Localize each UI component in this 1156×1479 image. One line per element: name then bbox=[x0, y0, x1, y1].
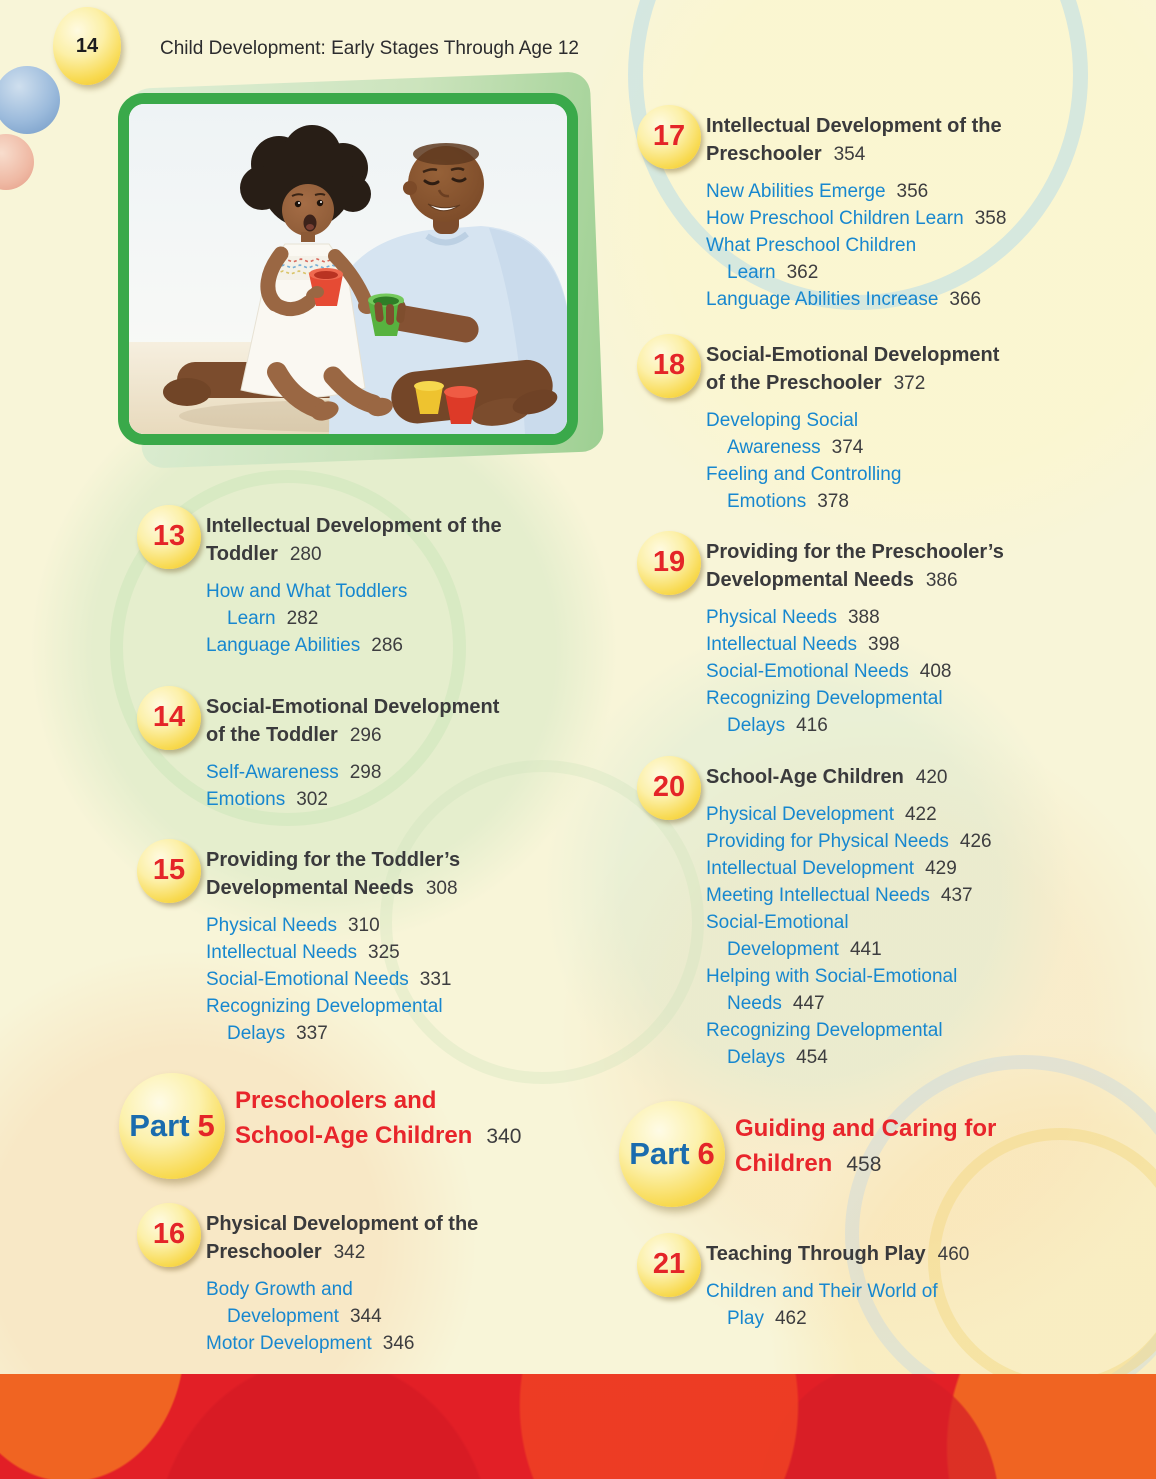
toc-section-line bbox=[706, 855, 992, 882]
chapter-title-text: Developmental Needs bbox=[206, 877, 414, 899]
chapter-page-number: 280 bbox=[289, 544, 322, 565]
toc-section-line bbox=[206, 605, 502, 632]
chapter-number: 17 bbox=[652, 119, 686, 152]
chapter-number: 21 bbox=[652, 1247, 686, 1280]
chapter-title-text: Intellectual Development of the bbox=[706, 115, 1002, 137]
chapter-number: 13 bbox=[152, 519, 186, 552]
part-number: 5 bbox=[197, 1108, 215, 1143]
toc-section-line bbox=[206, 1330, 478, 1357]
toc-section-entry bbox=[706, 855, 992, 882]
chapter-title bbox=[206, 1210, 478, 1267]
toc-section-line bbox=[706, 205, 1006, 232]
chapter-page-number: 308 bbox=[425, 878, 458, 899]
toc-section-line bbox=[706, 882, 992, 909]
chapter-number: 15 bbox=[152, 853, 186, 886]
chapter-title-text: Providing for the Toddler’s bbox=[206, 849, 461, 871]
chapter-text bbox=[706, 531, 1004, 739]
chapter-21-block bbox=[637, 1233, 1119, 1332]
toc-section-entry bbox=[206, 939, 460, 966]
chapter-14-badge bbox=[137, 686, 201, 750]
toc-section-title: Play bbox=[727, 1308, 764, 1329]
chapter-15-block bbox=[137, 839, 619, 1047]
toc-section-line bbox=[706, 1278, 969, 1305]
chapter-page-number: 386 bbox=[925, 570, 958, 591]
chapter-title-line bbox=[206, 1210, 478, 1238]
part-text bbox=[235, 1073, 521, 1154]
page-number: 14 bbox=[75, 34, 99, 57]
toc-section-line bbox=[206, 632, 502, 659]
chapter-number: 19 bbox=[652, 545, 686, 578]
part-page-number: 340 bbox=[486, 1125, 522, 1148]
toc-section-title: Recognizing Developmental bbox=[706, 688, 943, 709]
chapter-16-badge bbox=[137, 1203, 201, 1267]
toc-section-entry bbox=[206, 578, 502, 632]
section-page-number: 462 bbox=[774, 1308, 807, 1329]
chapter-title-text: Physical Development of the bbox=[206, 1213, 479, 1235]
chapter-text bbox=[706, 756, 992, 1071]
chapter-text bbox=[206, 1203, 478, 1357]
part-number: 6 bbox=[697, 1136, 715, 1171]
toc-section-entry bbox=[206, 759, 499, 786]
section-page-number: 302 bbox=[296, 789, 328, 810]
section-page-number: 362 bbox=[786, 262, 819, 283]
chapter-13-block bbox=[137, 505, 619, 659]
toc-section-line bbox=[206, 912, 460, 939]
chapter-title-text: Preschooler bbox=[206, 1241, 322, 1263]
toc-section-entry bbox=[706, 801, 992, 828]
section-list bbox=[706, 604, 1004, 739]
section-page-number: 346 bbox=[382, 1333, 415, 1354]
section-page-number: 286 bbox=[371, 635, 403, 656]
toc-section-title: New Abilities Emerge bbox=[706, 181, 886, 202]
chapter-18-badge bbox=[637, 334, 701, 398]
section-list bbox=[706, 407, 999, 515]
chapter-number: 20 bbox=[652, 770, 686, 803]
toc-section-line bbox=[706, 909, 992, 936]
part-title-text: Preschoolers and bbox=[235, 1087, 437, 1114]
toc-section-title: Social-Emotional Needs bbox=[706, 661, 909, 682]
toc-section-line bbox=[706, 712, 1004, 739]
part-title-line bbox=[235, 1118, 521, 1154]
decor-sphere-blue bbox=[0, 66, 60, 134]
section-page-number: 337 bbox=[296, 1023, 328, 1044]
toc-section-title: Intellectual Needs bbox=[206, 942, 358, 963]
toc-section-entry bbox=[706, 1017, 992, 1071]
toc-section-title: Developing Social bbox=[706, 410, 859, 431]
section-list bbox=[706, 801, 992, 1071]
chapter-title-text: Teaching Through Play bbox=[706, 1243, 926, 1265]
toc-section-title: How and What Toddlers bbox=[206, 581, 408, 602]
toc-section-line bbox=[706, 990, 992, 1017]
toc-section-line bbox=[706, 1305, 969, 1332]
toc-section-entry bbox=[706, 658, 1004, 685]
section-page-number: 441 bbox=[849, 939, 882, 960]
part-title-text: Children bbox=[735, 1150, 833, 1177]
part-6-badge bbox=[619, 1101, 725, 1207]
toc-section-line bbox=[706, 963, 992, 990]
chapter-title bbox=[206, 693, 499, 750]
toc-section-line bbox=[706, 631, 1004, 658]
toc-section-line bbox=[706, 407, 999, 434]
chapter-text bbox=[706, 334, 999, 515]
section-list bbox=[706, 1278, 969, 1332]
toc-section-title: Motor Development bbox=[206, 1333, 372, 1354]
chapter-20-block bbox=[637, 756, 1119, 1071]
toc-section-entry bbox=[206, 1276, 478, 1330]
toc-section-line bbox=[206, 578, 502, 605]
toc-section-entry bbox=[706, 882, 992, 909]
chapter-15-badge bbox=[137, 839, 201, 903]
toc-section-entry bbox=[706, 909, 992, 963]
section-list bbox=[206, 759, 499, 813]
chapter-text bbox=[206, 839, 460, 1047]
section-page-number: 398 bbox=[868, 634, 900, 655]
chapter-title-text: Developmental Needs bbox=[706, 569, 914, 591]
footer-band bbox=[0, 1374, 1156, 1479]
toc-section-line bbox=[706, 1044, 992, 1071]
toc-section-title: Helping with Social-Emotional bbox=[706, 966, 958, 987]
chapter-page-number: 354 bbox=[833, 144, 866, 165]
chapter-text bbox=[706, 105, 1006, 313]
toc-section-line bbox=[706, 1017, 992, 1044]
chapter-title-line bbox=[706, 538, 1004, 566]
chapter-title-text: Social-Emotional Development bbox=[206, 696, 500, 718]
toc-section-title: Children and Their World of bbox=[706, 1281, 938, 1302]
toc-section-title: Feeling and Controlling bbox=[706, 464, 902, 485]
chapter-title-line bbox=[706, 140, 1006, 169]
toc-section-entry bbox=[706, 205, 1006, 232]
chapter-title-text: School-Age Children bbox=[706, 766, 904, 788]
toc-section-title: Language Abilities bbox=[206, 635, 361, 656]
chapter-title bbox=[206, 846, 460, 903]
toc-section-title: Physical Needs bbox=[206, 915, 337, 936]
chapter-title-line bbox=[706, 112, 1006, 140]
toc-section-entry bbox=[706, 631, 1004, 658]
chapter-14-block bbox=[137, 686, 619, 813]
toc-section-title: Language Abilities Increase bbox=[706, 289, 939, 310]
chapter-title-text: Toddler bbox=[206, 543, 278, 565]
section-page-number: 344 bbox=[349, 1306, 382, 1327]
chapter-title-text: Preschooler bbox=[706, 143, 822, 165]
toc-section-title: Physical Needs bbox=[706, 607, 837, 628]
part-title-line bbox=[735, 1146, 996, 1182]
toc-section-title: Delays bbox=[727, 715, 786, 736]
chapter-21-badge bbox=[637, 1233, 701, 1297]
chapter-title-line bbox=[206, 874, 460, 903]
toc-section-line bbox=[706, 488, 999, 515]
toc-section-entry bbox=[206, 912, 460, 939]
chapter-title bbox=[206, 512, 502, 569]
toc-section-entry bbox=[206, 632, 502, 659]
section-page-number: 447 bbox=[792, 993, 825, 1014]
section-page-number: 416 bbox=[796, 715, 828, 736]
chapter-17-badge bbox=[637, 105, 701, 169]
toc-section-entry bbox=[706, 604, 1004, 631]
toc-section-title: Recognizing Developmental bbox=[206, 996, 443, 1017]
toc-section-line bbox=[706, 828, 992, 855]
part-title-text: School-Age Children bbox=[235, 1122, 473, 1149]
toc-section-entry bbox=[206, 993, 460, 1047]
toc-section-entry bbox=[706, 232, 1006, 286]
chapter-page-number: 460 bbox=[937, 1244, 970, 1265]
running-head-title: Child Development: Early Stages Through Age 12 bbox=[160, 38, 579, 59]
section-page-number: 378 bbox=[817, 491, 849, 512]
toc-section-entry bbox=[206, 786, 499, 813]
chapter-title-line bbox=[706, 369, 999, 398]
part-6-block bbox=[629, 1101, 1119, 1207]
toc-section-title: Social-Emotional bbox=[706, 912, 849, 933]
toc-section-title: Learn bbox=[227, 608, 276, 629]
chapter-title-line bbox=[706, 341, 999, 369]
part-label: Part bbox=[629, 1136, 690, 1171]
toc-section-line bbox=[206, 1020, 460, 1047]
section-page-number: 437 bbox=[940, 885, 973, 906]
toc-section-line bbox=[706, 685, 1004, 712]
toc-section-title: Intellectual Needs bbox=[706, 634, 858, 655]
toc-column-left bbox=[129, 505, 619, 1357]
chapter-title bbox=[706, 341, 999, 398]
chapter-13-badge bbox=[137, 505, 201, 569]
toc-section-entry bbox=[706, 461, 999, 515]
chapter-title-line bbox=[206, 540, 502, 569]
toc-section-line bbox=[706, 434, 999, 461]
chapter-title-line bbox=[206, 512, 502, 540]
section-page-number: 325 bbox=[368, 942, 400, 963]
section-page-number: 356 bbox=[896, 181, 929, 202]
toc-section-title: Learn bbox=[727, 262, 776, 283]
toc-section-entry bbox=[206, 966, 460, 993]
part-title-line bbox=[735, 1111, 996, 1146]
photo-frame bbox=[118, 93, 578, 445]
chapter-19-block bbox=[637, 531, 1119, 739]
chapter-text bbox=[206, 505, 502, 659]
chapter-title-text: Providing for the Preschooler’s bbox=[706, 541, 1004, 563]
part-5-badge bbox=[119, 1073, 225, 1179]
toc-section-line bbox=[206, 966, 460, 993]
section-list bbox=[206, 578, 502, 659]
chapter-title bbox=[706, 763, 992, 792]
chapter-page-number: 296 bbox=[349, 725, 382, 746]
toc-section-line bbox=[706, 936, 992, 963]
section-page-number: 331 bbox=[419, 969, 452, 990]
chapter-20-badge bbox=[637, 756, 701, 820]
chapter-page-number: 342 bbox=[333, 1242, 366, 1263]
toc-section-entry bbox=[706, 1278, 969, 1332]
toc-section-line bbox=[206, 1303, 478, 1330]
toc-section-line bbox=[706, 461, 999, 488]
part-5-block bbox=[129, 1073, 619, 1179]
chapter-number: 18 bbox=[652, 348, 686, 381]
toc-section-title: Meeting Intellectual Needs bbox=[706, 885, 930, 906]
toc-section-title: Awareness bbox=[727, 437, 821, 458]
chapter-18-block bbox=[637, 334, 1119, 515]
section-page-number: 422 bbox=[904, 804, 937, 825]
toc-section-title: Development bbox=[727, 939, 839, 960]
section-page-number: 454 bbox=[796, 1047, 828, 1068]
toc-section-title: Emotions bbox=[727, 491, 807, 512]
toc-section-entry bbox=[706, 286, 1006, 313]
chapter-text bbox=[706, 1233, 969, 1332]
part-label: Part bbox=[129, 1108, 190, 1143]
section-page-number: 282 bbox=[286, 608, 319, 629]
toc-section-title: Intellectual Development bbox=[706, 858, 915, 879]
toc-section-title: Delays bbox=[227, 1023, 286, 1044]
photo-illustration bbox=[129, 104, 567, 434]
chapter-title bbox=[706, 538, 1004, 595]
section-page-number: 298 bbox=[349, 762, 382, 783]
page-number-badge bbox=[53, 7, 121, 85]
chapter-16-block bbox=[137, 1203, 619, 1357]
toc-section-entry bbox=[706, 407, 999, 461]
toc-section-line bbox=[706, 232, 1006, 259]
chapter-page-number: 372 bbox=[893, 373, 926, 394]
section-page-number: 429 bbox=[925, 858, 957, 879]
toc-section-line bbox=[206, 1276, 478, 1303]
section-page-number: 358 bbox=[974, 208, 1007, 229]
toc-section-entry bbox=[206, 1330, 478, 1357]
toc-section-line bbox=[706, 286, 1006, 313]
chapter-19-badge bbox=[637, 531, 701, 595]
section-page-number: 366 bbox=[949, 289, 982, 310]
section-page-number: 408 bbox=[919, 661, 952, 682]
toc-section-line bbox=[206, 993, 460, 1020]
toc-section-line bbox=[706, 259, 1006, 286]
chapter-title bbox=[706, 1240, 969, 1269]
chapter-title-line bbox=[206, 1238, 478, 1267]
chapter-title-text: of the Toddler bbox=[206, 724, 338, 746]
chapter-page-number: 420 bbox=[915, 767, 948, 788]
chapter-title-line bbox=[206, 846, 460, 874]
part-title-line bbox=[235, 1083, 521, 1118]
chapter-17-block bbox=[637, 105, 1119, 313]
toc-section-line bbox=[206, 786, 499, 813]
section-list bbox=[206, 1276, 478, 1357]
toc-section-line bbox=[706, 604, 1004, 631]
section-list bbox=[706, 178, 1006, 313]
toc-section-line bbox=[206, 939, 460, 966]
toc-section-line bbox=[706, 801, 992, 828]
part-text bbox=[735, 1101, 996, 1182]
chapter-text bbox=[206, 686, 499, 813]
toc-section-line bbox=[706, 178, 1006, 205]
toc-section-title: Social-Emotional Needs bbox=[206, 969, 409, 990]
toc-section-entry bbox=[706, 685, 1004, 739]
chapter-title-text: of the Preschooler bbox=[706, 372, 882, 394]
toc-section-title: Development bbox=[227, 1306, 339, 1327]
chapter-title-line bbox=[206, 693, 499, 721]
toc-column-right bbox=[629, 105, 1119, 1332]
toc-section-line bbox=[206, 759, 499, 786]
toc-section-title: Physical Development bbox=[706, 804, 894, 825]
toc-section-title: How Preschool Children Learn bbox=[706, 208, 964, 229]
decor-sphere-pink bbox=[0, 134, 34, 190]
section-page-number: 374 bbox=[831, 437, 864, 458]
section-list bbox=[206, 912, 460, 1047]
toc-section-title: Providing for Physical Needs bbox=[706, 831, 949, 852]
toc-section-title: Self-Awareness bbox=[206, 762, 339, 783]
toc-section-title: Recognizing Developmental bbox=[706, 1020, 943, 1041]
toc-section-title: Body Growth and bbox=[206, 1279, 353, 1300]
toc-section-entry bbox=[706, 828, 992, 855]
part-title-text: Guiding and Caring for bbox=[735, 1115, 997, 1142]
section-page-number: 310 bbox=[347, 915, 380, 936]
chapter-title-line bbox=[206, 721, 499, 750]
chapter-title bbox=[706, 112, 1006, 169]
chapter-title-text: Intellectual Development of the bbox=[206, 515, 502, 537]
toc-section-title: Needs bbox=[727, 993, 782, 1014]
chapter-title-text: Social-Emotional Development bbox=[706, 344, 1000, 366]
toc-section-line bbox=[706, 658, 1004, 685]
section-page-number: 388 bbox=[847, 607, 880, 628]
chapter-title-line bbox=[706, 1240, 969, 1269]
toc-section-entry bbox=[706, 178, 1006, 205]
chapter-title-line bbox=[706, 763, 992, 792]
chapter-number: 16 bbox=[152, 1217, 186, 1250]
toc-section-title: Delays bbox=[727, 1047, 786, 1068]
section-page-number: 426 bbox=[959, 831, 992, 852]
chapter-number: 14 bbox=[152, 700, 186, 733]
part-page-number: 458 bbox=[846, 1153, 882, 1176]
toc-section-title: Emotions bbox=[206, 789, 286, 810]
chapter-title-line bbox=[706, 566, 1004, 595]
toc-section-title: What Preschool Children bbox=[706, 235, 917, 256]
toc-section-entry bbox=[706, 963, 992, 1017]
